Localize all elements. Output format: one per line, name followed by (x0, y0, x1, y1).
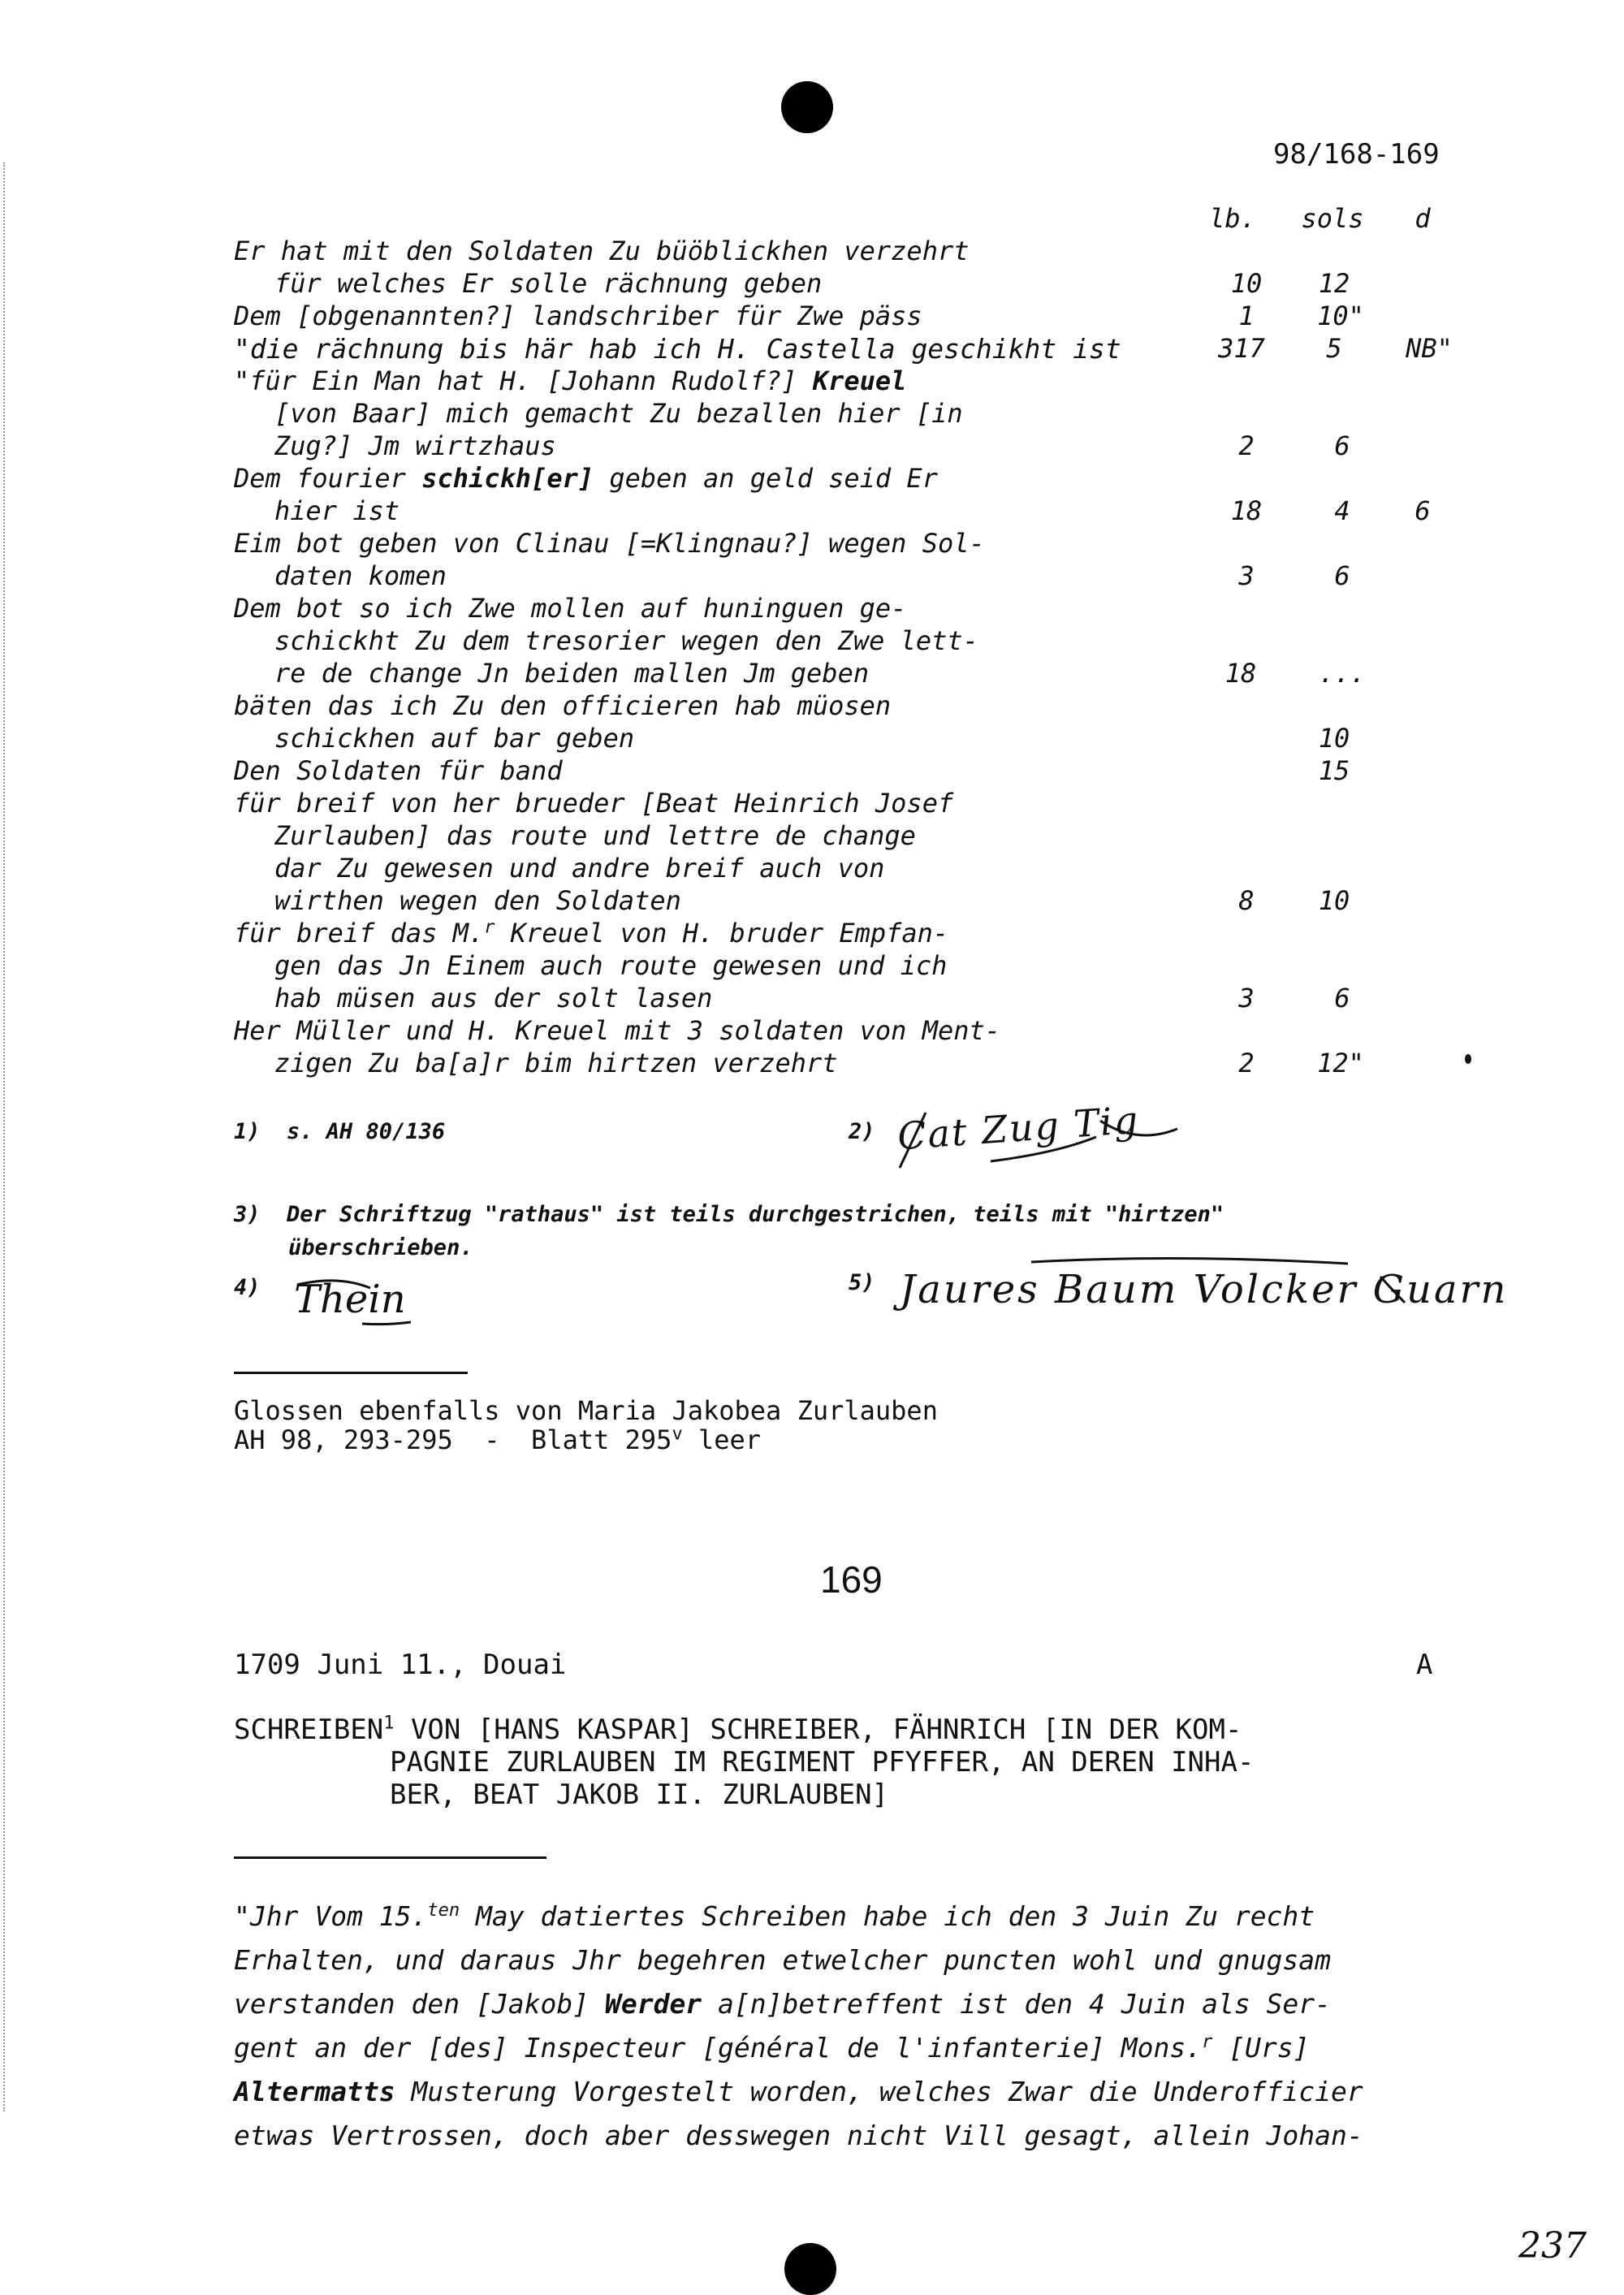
title-text: SCHREIBEN (234, 1714, 384, 1746)
signature-stroke-4 (289, 1275, 419, 1332)
footnote-4-label: 4) (234, 1275, 261, 1300)
amount-lb: 2 (1238, 430, 1255, 461)
body-line: etwas Vertrossen, doch aber desswegen nicht Vill gesagt, allein Johan- (234, 2120, 1363, 2151)
entry-text: Dem fourier (234, 463, 422, 494)
amount-lb: 18 (1230, 495, 1263, 526)
amount-sols: 5 (1326, 333, 1342, 364)
column-header-lb: lb. (1209, 203, 1256, 234)
entry-line: Den Soldaten für band (234, 755, 563, 786)
date-line: 1709 Juni 11., Douai (234, 1649, 567, 1681)
amount-sols: 6 (1334, 983, 1350, 1014)
body-text: gent an der [des] Inspecteur [général de l'infanterie] Mons. (234, 2032, 1203, 2064)
entry-line: Dem bot so ich Zwe mollen auf huninguen ge- (234, 593, 907, 624)
amount-lb: 1 (1238, 300, 1255, 331)
body-text: [Urs] (1212, 2032, 1310, 2064)
entry-line: bäten das ich Zu den officieren hab müosen (234, 690, 892, 721)
amount-sols: 6 (1334, 560, 1350, 591)
entry-name-bold: schickh[er] (421, 463, 594, 494)
footnote-3: 3) Der Schriftzug "rathaus" ist teils durchgestrichen, teils mit "hirtzen" (234, 1202, 1224, 1227)
body-line (234, 2076, 1363, 2107)
signature-facsimile-4: Thein (294, 1277, 406, 1322)
body-text: verstanden den [Jakob] (234, 1988, 605, 2020)
document-title-cont: BER, BEAT JAKOB II. ZURLAUBEN] (390, 1779, 889, 1811)
entry-line: hab müsen aus der solt lasen (274, 983, 713, 1014)
entry-line: Zug?] Jm wirtzhaus (274, 430, 556, 461)
superscript: ten (427, 1900, 460, 1921)
column-header-sols: sols (1301, 203, 1364, 234)
document-title-cont: PAGNIE ZURLAUBEN IM REGIMENT PFYFFER, AN DEREN INHA- (390, 1746, 1255, 1779)
gloss-reference-text: leer (682, 1424, 762, 1455)
amount-sols: 12 (1318, 268, 1350, 299)
amount-lb: 317 (1218, 333, 1265, 364)
entry-text: "für Ein Man hat H. [Johann Rudolf?] (234, 365, 813, 396)
entry-line: re de change Jn beiden mallen Jm geben (274, 658, 870, 689)
superscript: r (484, 917, 495, 938)
amount-sols: 10 (1318, 885, 1350, 916)
entry-line: Her Müller und H. Kreuel mit 3 soldaten von Ment- (234, 1015, 1001, 1046)
entry-line: Eim bot geben von Clinau [=Klingnau?] wegen Sol- (234, 528, 985, 559)
entry-line: schickht Zu dem tresorier wegen den Zwe lett- (274, 625, 978, 656)
entry-text (495, 918, 511, 949)
body-text: May datiertes Schreiben habe ich den 3 Juin Zu recht (460, 1900, 1315, 1932)
separator-rule (234, 1372, 468, 1374)
gloss-note: Glossen ebenfalls von Maria Jakobea Zurlauben (234, 1395, 938, 1426)
amount-sols: ... (1319, 658, 1366, 689)
entry-text: für breif das M. (234, 918, 485, 949)
entry-name-bold: Kreuel (812, 365, 907, 396)
entry-line: zigen Zu ba[a]r bim hirtzen verzehrt (274, 1048, 838, 1078)
entry-line: [von Baar] mich gemacht Zu bezallen hier [in (274, 398, 963, 429)
punch-hole-top (781, 81, 833, 133)
footnote-1: 1) s. AH 80/136 (234, 1119, 446, 1144)
entry-line: für welches Er solle rächnung geben (274, 268, 823, 299)
entry-line: hier ist (274, 495, 400, 526)
amount-lb: 10 (1230, 268, 1263, 299)
body-text: a[n]betreffent ist den 4 Juin als Ser- (702, 1988, 1332, 2020)
ink-speck (1465, 1054, 1471, 1064)
signature-stroke-5 (893, 1254, 1413, 1327)
entry-line: Zurlauben] das route und lettre de change (274, 820, 916, 851)
amount-lb: 3 (1238, 560, 1255, 591)
handwritten-page-number: 237 (1518, 2225, 1587, 2267)
entry-text: geben an geld seid Er (594, 463, 938, 494)
amount-sols: 4 (1334, 495, 1350, 526)
footnote-5-label: 5) (849, 1270, 875, 1295)
document-title (234, 1714, 1242, 1746)
body-line (234, 1988, 1331, 2020)
document-reference: 98/168-169 (1273, 138, 1440, 171)
entry-line (234, 365, 906, 396)
entry-text: Kreuel von H. bruder Empfan- (510, 918, 949, 949)
amount-sols: 12" (1317, 1048, 1364, 1078)
amount-lb: 3 (1238, 983, 1255, 1014)
signature-stroke-2 (893, 1104, 1186, 1178)
amount-lb: 18 (1224, 658, 1257, 689)
entry-line: Dem [obgenannten?] landschriber für Zwe päss (234, 300, 922, 331)
signature-facsimile-5: Jaures Baum Volcker Guarn (900, 1267, 1509, 1312)
amount-sols: 6 (1334, 430, 1350, 461)
separator-rule (234, 1856, 546, 1859)
entry-line: gen das Jn Einem auch route gewesen und ich (274, 950, 948, 981)
entry-line (234, 918, 948, 949)
amount-lb: 8 (1238, 885, 1255, 916)
signature-facsimile-2: Cat Zug Tig (896, 1097, 1141, 1159)
amount-lb: 2 (1238, 1048, 1255, 1078)
gloss-reference (234, 1424, 761, 1455)
amount-sols: 10" (1317, 300, 1364, 331)
copy-mark: A (1416, 1649, 1433, 1681)
entry-line: für breif von her brueder [Beat Heinrich Josef (234, 788, 954, 819)
entry-line: schickhen auf bar geben (274, 723, 635, 754)
amount-d: 6 (1415, 495, 1431, 526)
document-number: 169 (820, 1558, 883, 1601)
margin-noise-left (3, 162, 8, 2111)
column-header-d: d (1415, 203, 1431, 234)
body-line (234, 2032, 1310, 2064)
body-line (234, 1900, 1315, 1932)
footnote-3-cont: überschrieben. (288, 1235, 473, 1260)
entry-line: daten komen (274, 560, 447, 591)
punch-hole-bottom (784, 2243, 836, 2295)
entry-line-gloss: "die rächnung bis här hab ich H. Castella geschikht ist (234, 333, 1121, 365)
entry-line: dar Zu gewesen und andre breif auch von (274, 853, 885, 884)
entry-line: wirthen wegen den Soldaten (274, 885, 681, 916)
amount-sols: 15 (1318, 755, 1350, 786)
body-text: "Jhr Vom 15. (234, 1900, 428, 1932)
body-name-bold: Altermatts (234, 2076, 395, 2107)
title-text: VON [HANS KASPAR] SCHREIBER, FÄHNRICH [IN DER KOM- (394, 1714, 1242, 1746)
body-line: Erhalten, und daraus Jhr begehren etwelcher puncten wohl und gnugsam (234, 1944, 1332, 1976)
gloss-reference-text: AH 98, 293-295 - Blatt 295 (234, 1424, 672, 1455)
body-name-bold: Werder (604, 1988, 702, 2020)
amount-sols: 10 (1318, 723, 1350, 754)
footnote-2-label: 2) (849, 1119, 875, 1144)
amount-d: NB" (1406, 333, 1453, 364)
superscript: v (672, 1424, 683, 1445)
footnote-marker: 1 (383, 1713, 395, 1734)
body-text: Musterung Vorgestelt worden, welches Zwar die Underofficier (395, 2076, 1363, 2107)
entry-line (234, 463, 938, 494)
superscript: r (1202, 2032, 1213, 2052)
entry-line: Er hat mit den Soldaten Zu büöblickhen verzehrt (234, 236, 970, 266)
